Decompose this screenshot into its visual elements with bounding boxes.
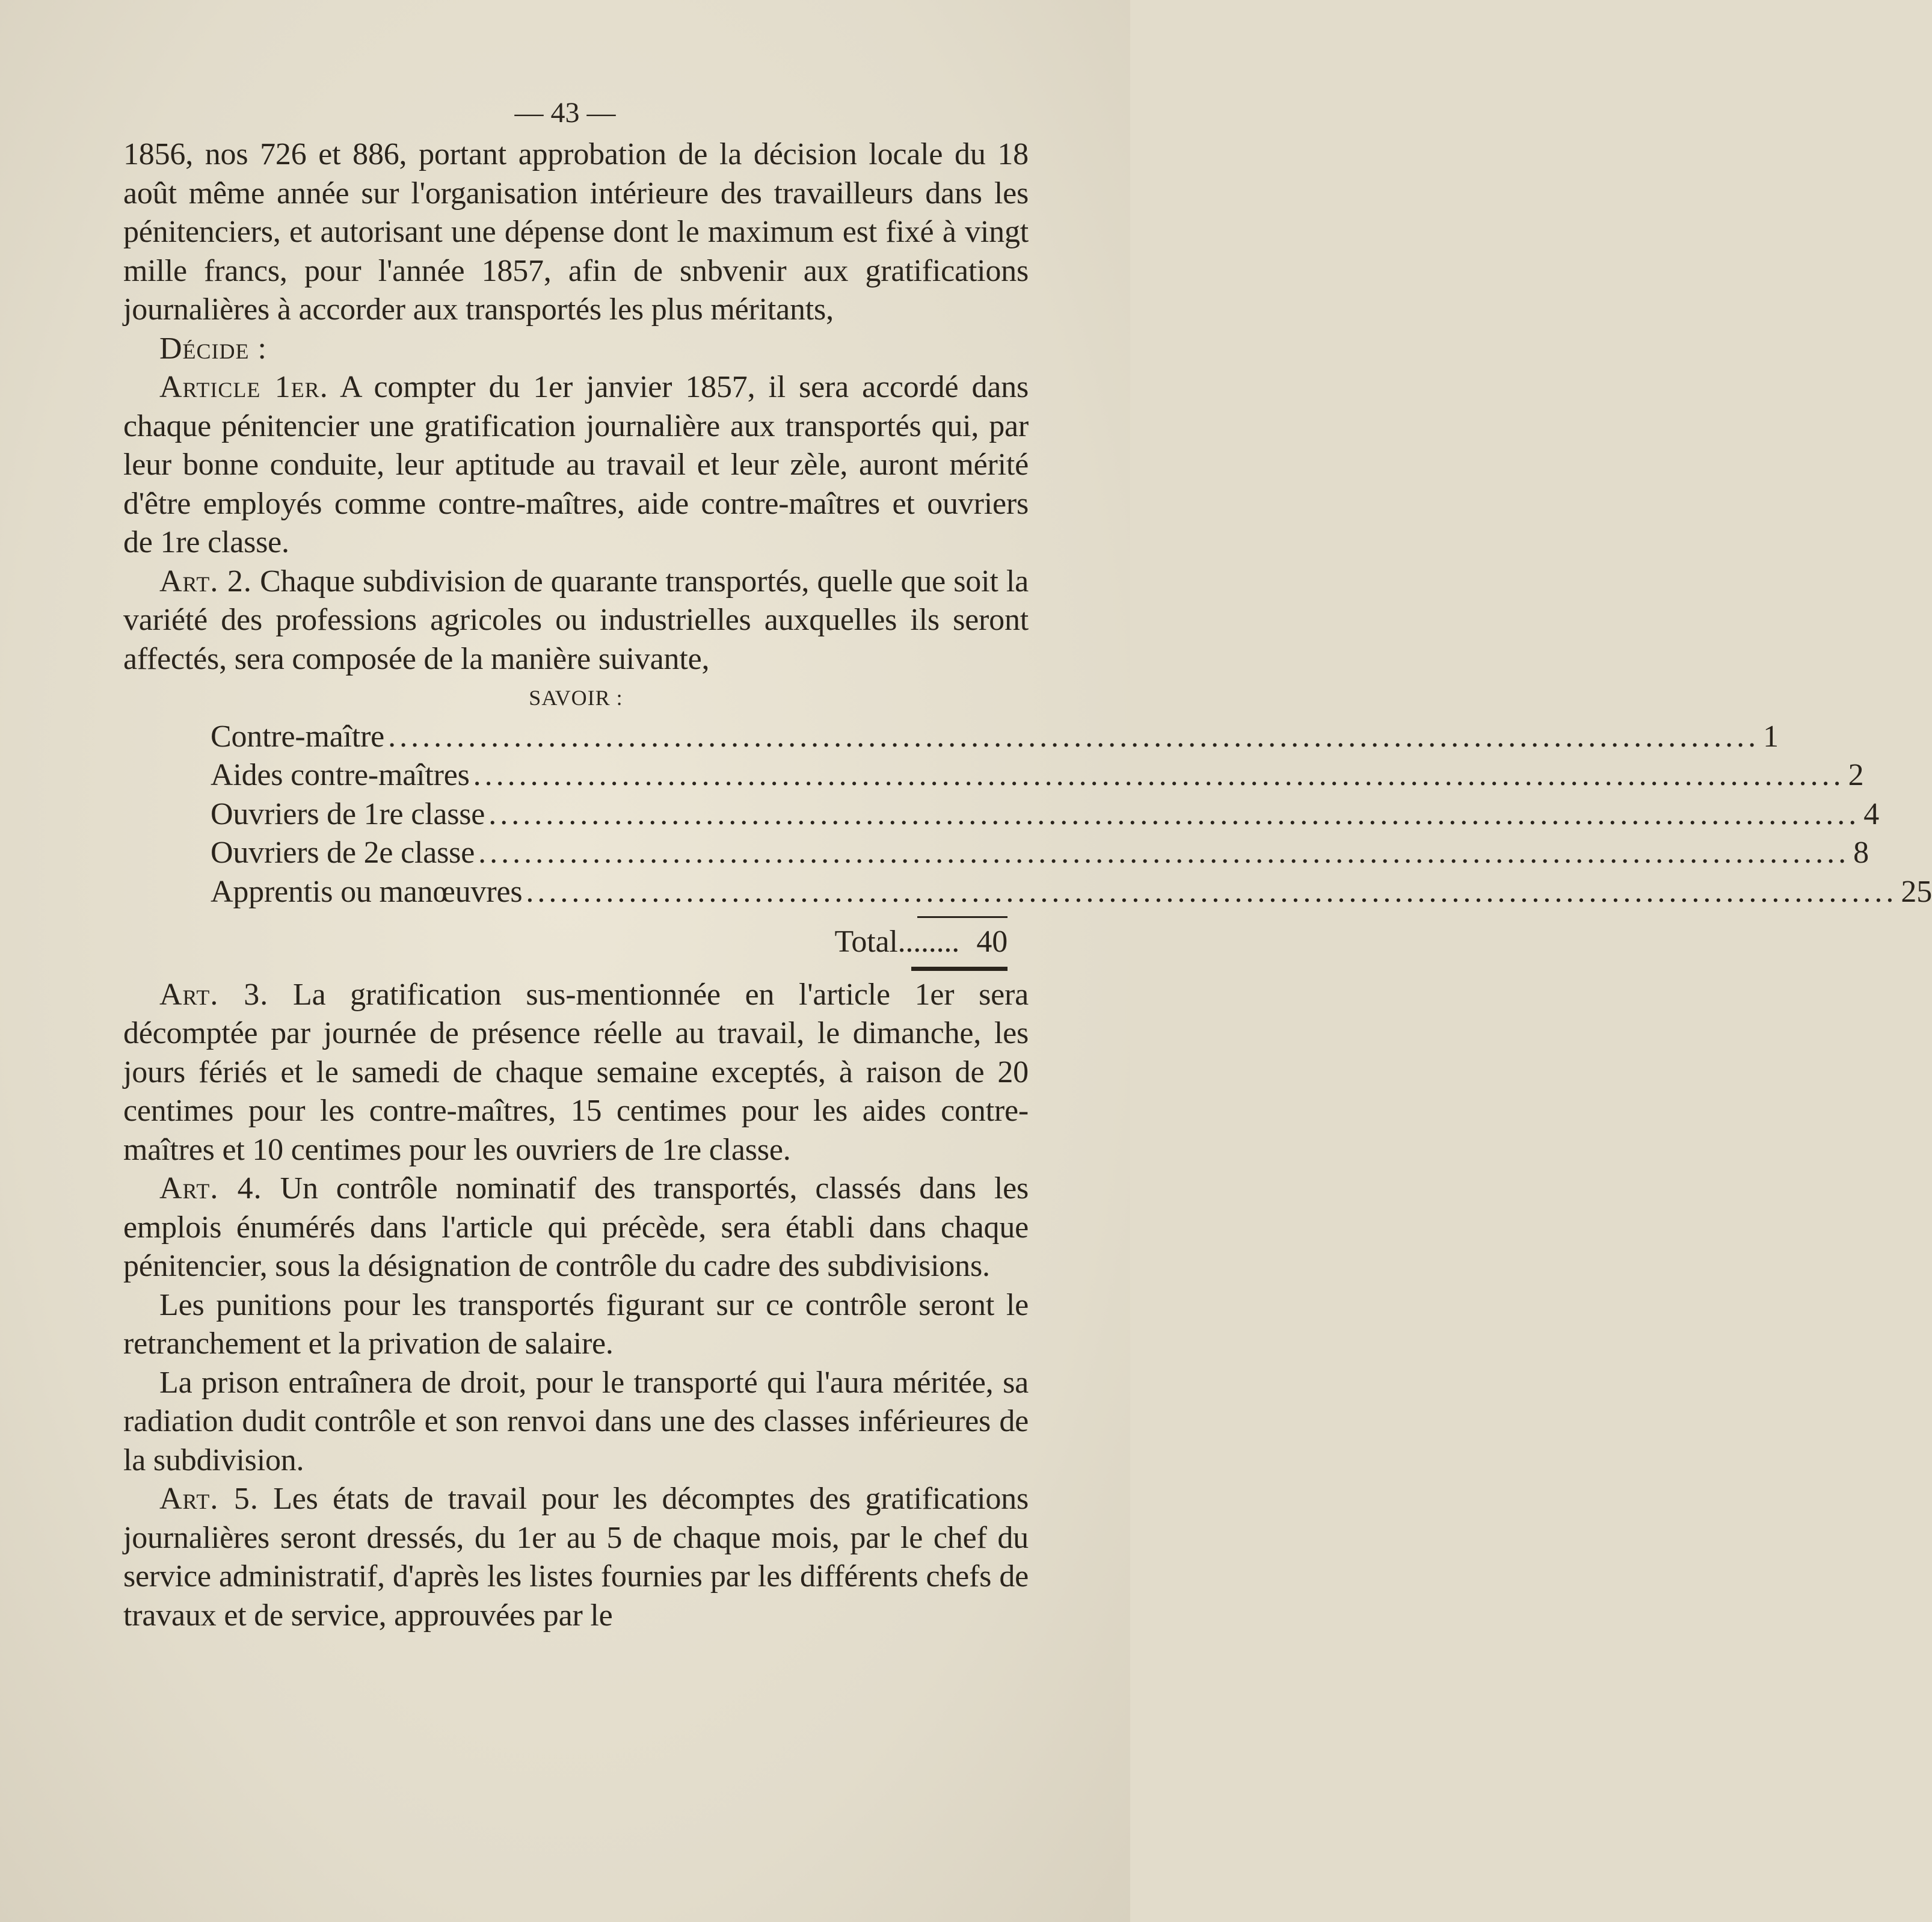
table-row-value: 4 bbox=[1863, 796, 1879, 831]
article-3-label: Art. 3. bbox=[159, 977, 269, 1012]
table-row bbox=[211, 834, 1869, 873]
paragraph-punitions: Les punitions pour les transportés figurant sur ce contrôle seront le retranchement et la privation de salaire. bbox=[123, 1287, 1029, 1361]
article-2-label: Art. 2. bbox=[159, 564, 252, 599]
article-4-label: Art. 4. bbox=[159, 1171, 262, 1206]
composition-table bbox=[211, 718, 1932, 971]
table-row-value: 8 bbox=[1853, 836, 1869, 870]
article-4 bbox=[123, 1169, 1029, 1286]
leader-dots: ........................................................................................................................ bbox=[388, 719, 1760, 754]
table-row-value: 1 bbox=[1763, 719, 1779, 754]
body-text bbox=[123, 135, 1932, 1635]
table-row-label: Ouvriers de 1re classe bbox=[211, 796, 485, 831]
article-1-text: A compter du 1er janvier 1857, il sera accordé dans chaque pénitencier une gratification journalière aux transportés qui, par leur bonne conduite, leur aptitude au travail et leur zèle, auront mérité d'être employés comme contre-maîtres, aide contre-maîtres et ouvriers de 1re classe. bbox=[123, 370, 1029, 559]
article-3 bbox=[123, 976, 1029, 1170]
table-row bbox=[211, 756, 1864, 795]
table-row bbox=[211, 718, 1779, 757]
leader-dots: ........................................................................................................................ bbox=[526, 874, 1898, 909]
article-5-text: Les états de travail pour les décomptes des gratifications journalières seront dressés, du 1er au 5 de chaque mois, par le chef du service administratif, d'après les listes fournies par les différents chefs de travaux et de service, approuvées par le bbox=[123, 1482, 1029, 1633]
article-1-label: Article 1er. bbox=[159, 370, 328, 404]
table-row-label: Aides contre-maîtres bbox=[211, 758, 470, 792]
table-row-label: Ouvriers de 2e classe bbox=[211, 836, 475, 870]
leader-dots: ........................................................................................................................ bbox=[478, 836, 1850, 870]
total-row bbox=[211, 923, 1008, 962]
article-5 bbox=[123, 1480, 1029, 1635]
decide-heading: Décide : bbox=[159, 331, 267, 366]
table-row bbox=[211, 873, 1932, 912]
article-2-text: Chaque subdivision de quarante transportés, quelle que soit la variété des professions agricoles ou industrielles auxquelles ils seront affectés, sera composée de la manière suivante, bbox=[123, 564, 1029, 676]
table-row-value: 25 bbox=[1901, 874, 1932, 909]
article-5-label: Art. 5. bbox=[159, 1482, 259, 1516]
table-row-label: Apprentis ou manœuvres bbox=[211, 874, 523, 909]
savoir-heading: SAVOIR : bbox=[529, 686, 623, 710]
article-4-text: Un contrôle nominatif des transportés, classés dans les emplois énumérés dans l'article qui précède, sera établi dans chaque pénitencier, sous la désignation de contrôle du cadre des subdivisions. bbox=[123, 1171, 1029, 1283]
sum-rule bbox=[917, 916, 1008, 918]
total-value: 40 bbox=[976, 925, 1008, 959]
table-row-label: Contre-maître bbox=[211, 719, 385, 754]
total-rule bbox=[911, 967, 1008, 971]
article-1 bbox=[123, 368, 1029, 562]
article-3-text: La gratification sus-mentionnée en l'article 1er sera décomptée par journée de présence réelle au travail, le dimanche, les jours fériés et le samedi de chaque semaine exceptés, à raison de 20 centimes pour les contre-maîtres, 15 centimes pour les aides contre-maîtres et 10 centimes pour les ouvriers de 1re classe. bbox=[123, 977, 1029, 1167]
leader-dots: ........................................................................................................................ bbox=[488, 796, 1860, 831]
table-row-value: 2 bbox=[1848, 758, 1864, 792]
table-row bbox=[211, 795, 1879, 834]
total-label: Total........ bbox=[834, 925, 959, 959]
leader-dots: ........................................................................................................................ bbox=[473, 758, 1845, 792]
article-2 bbox=[123, 562, 1029, 679]
page-number: — 43 — bbox=[514, 97, 616, 129]
paragraph-prison: La prison entraînera de droit, pour le transporté qui l'aura méritée, sa radiation dudit contrôle et son renvoi dans une des classes inférieures de la subdivision. bbox=[123, 1365, 1029, 1477]
paragraph-intro: 1856, nos 726 et 886, portant approbation de la décision locale du 18 août même année sur l'organisation intérieure des travailleurs dans les pénitenciers, et autorisant une dépense dont le maximum est fixé à vingt mille francs, pour l'année 1857, afin de snbvenir aux gratifications journalières à accorder aux transportés les plus méritants, bbox=[123, 137, 1029, 327]
